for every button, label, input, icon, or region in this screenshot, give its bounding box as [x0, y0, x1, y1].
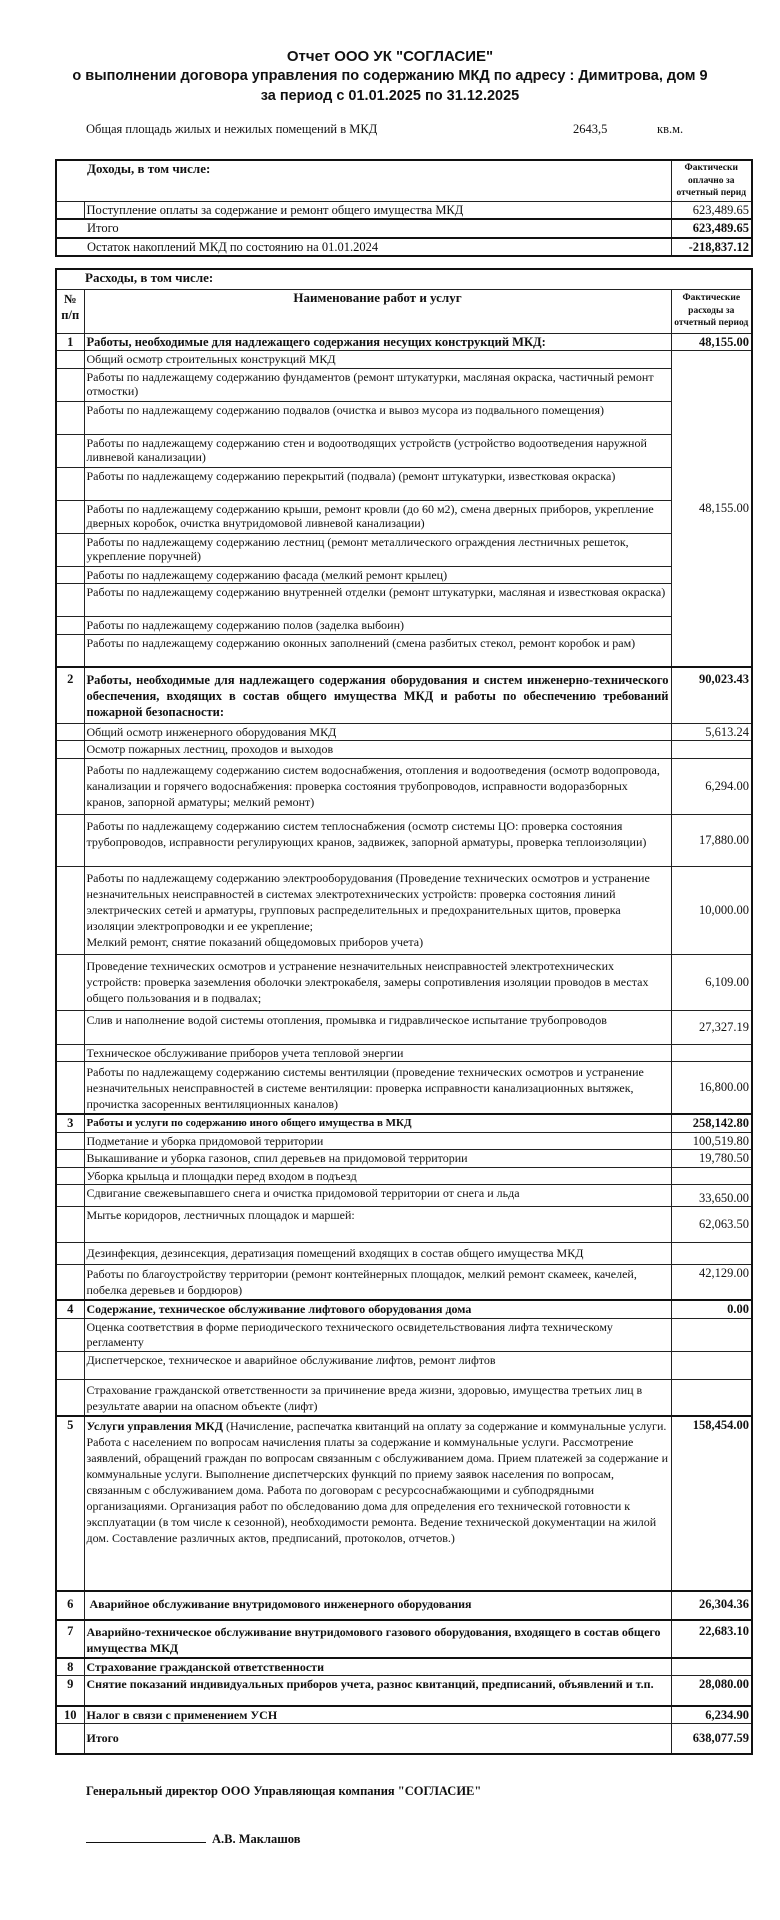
row-number-cell [56, 741, 84, 759]
row-number-cell [56, 1150, 84, 1168]
area-label: Общая площадь жилых и нежилых помещений в МКД [86, 122, 378, 136]
row-number-cell [56, 634, 84, 667]
section-value: 28,080.00 [671, 1676, 752, 1706]
row-number-cell [56, 467, 84, 500]
section-row [56, 1620, 752, 1658]
section-row [56, 1416, 752, 1591]
row-number-cell [56, 1318, 84, 1351]
item-value: 17,880.00 [671, 814, 752, 866]
item-value: 10,000.00 [671, 866, 752, 954]
row-number-cell [56, 617, 84, 635]
income-row-spacer [56, 201, 84, 219]
signature-line [86, 1832, 206, 1843]
row-number-cell [56, 1207, 84, 1243]
expenses-table [55, 268, 753, 1755]
item-value [671, 1167, 752, 1185]
column-header-number: № п/п [56, 289, 84, 333]
section-value: 48,155.00 [671, 333, 752, 351]
list-item: Подметание и уборка придомовой территории [84, 1132, 671, 1150]
income-row-label: Поступление оплаты за содержание и ремонт общего имущества МКД [84, 201, 671, 219]
item-value: 27,327.19 [671, 1010, 752, 1044]
section-value: 22,683.10 [671, 1620, 752, 1658]
section-title: Налог в связи с применением УСН [84, 1706, 671, 1724]
section-number: 4 [56, 1300, 84, 1318]
row-number-cell [56, 814, 84, 866]
signature-block [86, 1832, 301, 1847]
expenses-total-label: Итого [84, 1724, 671, 1754]
report-subtitle: о выполнении договора управления по содержанию МКД по адресу : Димитрова, дом 9 [72, 68, 708, 84]
row-number-cell [56, 1724, 84, 1754]
section-row [56, 1591, 752, 1620]
list-item: Работы по надлежащему содержанию лестниц (ремонт металлического ограждения лестничных решеток, укрепление поручней) [84, 533, 671, 566]
list-item: Работы по надлежащему содержанию систем теплоснабжения (осмотр системы ЦО: проверка состояния трубопроводов, исправности регулирующих кранов, задвижек, запорной арматуры, проверка теплоизоляции) [84, 814, 671, 866]
section-description-text: (Начисление, распечатка квитанций на оплату за содержание и коммунальные услуги. Работа с населением по вопросам начисления платы за содержание и коммунальные услуги. Рассмотрение заявлений, обращений граждан по вопросам связанным с обслуживанием дома. Прием платежей за содержание и коммунальные услуги. Выполнение диспетчерских функций по приему заявок населения по вопросам, связанным с обслуживанием дома. Работа по договорам с ресурсоснабжающими и субподрядными организациями. Организация работ по обследованию дома для определения его технической готовности к эксплуатации (в том числе к сезонной), необходимости ремонта. Ведение технической документации на жилой дом. Составление различных актов, предписаний, протоколов, отчетов.) [86, 1418, 669, 1545]
section-row [56, 1300, 752, 1318]
section-row [56, 1676, 752, 1706]
row-number-cell [56, 351, 84, 369]
row-number-cell [56, 723, 84, 741]
list-item: Работы по надлежащему содержанию фундаментов (ремонт штукатурки, масляная окраска, частичный ремонт отмостки) [84, 368, 671, 401]
section-row [56, 667, 752, 723]
row-number-cell [56, 1379, 84, 1416]
list-item: Работы по надлежащему содержанию системы вентиляции (проведение технических осмотров и устранение незначительных неисправностей в системе вентиляции: проверка исправности канализационных вытяжек, прочистка засоренных вентиляционных каналов) [84, 1062, 671, 1115]
item-value: 6,109.00 [671, 954, 752, 1010]
report-title: Отчет ООО УК "СОГЛАСИЕ" [286, 48, 494, 65]
list-item: Проведение технических осмотров и устранение незначительных неисправностей электротехнических устройств: проверка заземления оболочки электрокабеля, замеры сопротивления изоляции проводов в местах общего пользования и в подвалах; [84, 954, 671, 1010]
area-value: 2643,5 [573, 122, 608, 136]
item-value [671, 1318, 752, 1351]
row-number-cell [56, 566, 84, 584]
row-number-cell [56, 758, 84, 814]
item-value [671, 1379, 752, 1416]
section-1-merged-value: 48,155.00 [671, 351, 752, 668]
row-number-cell [56, 533, 84, 566]
item-value: 16,800.00 [671, 1062, 752, 1115]
list-item: Техническое обслуживание приборов учета тепловой энергии [84, 1044, 671, 1062]
section-value: 0.00 [671, 1300, 752, 1318]
row-number-cell [56, 500, 84, 533]
list-item: Работы по надлежащему содержанию стен и водоотводящих устройств (устройство водоотведения наружной ливневой канализации) [84, 434, 671, 467]
list-item: Оценка соответствия в форме периодического технического освидетельствования лифта техническому регламенту [84, 1318, 671, 1351]
section-title: Содержание, техническое обслуживание лифтового оборудования дома [84, 1300, 671, 1318]
item-value [671, 1351, 752, 1379]
section-title: Страхование гражданской ответственности [84, 1658, 671, 1676]
item-value: 6,294.00 [671, 758, 752, 814]
item-value [671, 1243, 752, 1265]
section-row [56, 1114, 752, 1132]
section-number: 5 [56, 1416, 84, 1591]
section-row [56, 333, 752, 351]
section-number: 2 [56, 667, 84, 723]
section-number: 7 [56, 1620, 84, 1658]
row-number-cell [56, 401, 84, 434]
item-value [671, 1044, 752, 1062]
list-item: Слив и наполнение водой системы отопления, промывка и гидравлическое испытание трубопроводов [84, 1010, 671, 1044]
signatory-name: А.В. Маклашов [212, 1832, 301, 1846]
list-item: Уборка крыльца и площадки перед входом в подъезд [84, 1167, 671, 1185]
signatory-position: Генеральный директор ООО Управляющая компания "СОГЛАСИЕ" [86, 1784, 482, 1798]
list-item: Работы по надлежащему содержанию подвалов (очистка и вывоз мусора из подвального помещения) [84, 401, 671, 434]
section-title: Аварийное обслуживание внутридомового инженерного оборудования [84, 1591, 671, 1620]
section-number: 9 [56, 1676, 84, 1706]
row-number-cell [56, 1132, 84, 1150]
item-value: 62,063.50 [671, 1207, 752, 1243]
section-number: 8 [56, 1658, 84, 1676]
row-number-cell [56, 1351, 84, 1379]
section-row [56, 1658, 752, 1676]
list-item: Работы по надлежащему содержанию фасада (мелкий ремонт крылец) [84, 566, 671, 584]
income-row-value: 623,489.65 [671, 201, 752, 219]
list-item: Работы по надлежащему содержанию систем водоснабжения, отопления и водоотведения (осмотр водопровода, канализации и горячего водоснабжения: проверка состояния трубопроводов, исправности водоразборных кранов, запорной арматуры; мелкий ремонт) [84, 758, 671, 814]
total-row [56, 1724, 752, 1754]
income-total-value: 623,489.65 [671, 219, 752, 238]
income-balance-label: Остаток накоплений МКД по состоянию на 01.01.2024 [56, 238, 671, 257]
section-title: Работы и услуги по содержанию иного общего имущества в МКД [84, 1114, 671, 1132]
row-number-cell [56, 1265, 84, 1301]
list-item: Работы по надлежащему содержанию перекрытий (подвала) (ремонт штукатурки, известковая окраска) [84, 467, 671, 500]
list-item: Выкашивание и уборка газонов, спил деревьев на придомовой территории [84, 1150, 671, 1168]
item-value: 33,650.00 [671, 1185, 752, 1207]
item-value [671, 741, 752, 759]
report-period: за период с 01.01.2025 по 31.12.2025 [260, 88, 520, 104]
list-item: Мытье коридоров, лестничных площадок и маршей: [84, 1207, 671, 1243]
list-item-text: Работы по надлежащему содержанию электрооборудования (Проведение технических осмотров и устранение незначительных неисправностей в системах электротехнических устройств: проверка состояния линий электрических сетей и арматуры, групповых распределительных и предохранительных щитов, проверка изоляции электропроводки и ее укрепление; [86, 870, 650, 933]
list-item: Работы по благоустройству территории (ремонт контейнерных площадок, мелкий ремонт скамеек, качелей, побелка деревьев и бордюров) [84, 1265, 671, 1301]
item-value: 19,780.50 [671, 1150, 752, 1168]
section-number: 1 [56, 333, 84, 351]
row-number-cell [56, 584, 84, 617]
list-item: Общий осмотр инженерного оборудования МКД [84, 723, 671, 741]
list-item: Работы по надлежащему содержанию оконных заполнений (смена разбитых стекол, ремонт коробок и рам) [84, 634, 671, 667]
list-item: Страхование гражданской ответственности за причинение вреда жизни, здоровью, имущества третьих лиц в результате аварии на опасном объекте (лифт) [84, 1379, 671, 1416]
list-item: Работы по надлежащему содержанию внутренней отделки (ремонт штукатурки, масляная и известковая окраска) [84, 584, 671, 617]
income-title: Доходы, в том числе: [56, 160, 671, 201]
list-item: Диспетчерское, техническое и аварийное обслуживание лифтов, ремонт лифтов [84, 1351, 671, 1379]
section-value: 258,142.80 [671, 1114, 752, 1132]
row-number-cell [56, 368, 84, 401]
list-item: Осмотр пожарных лестниц, проходов и выходов [84, 741, 671, 759]
income-balance-value: -218,837.12 [671, 238, 752, 257]
expenses-title: Расходы, в том числе: [56, 269, 752, 289]
section-title: Снятие показаний индивидуальных приборов учета, разнос квитанций, предписаний, объявлений и т.п. [84, 1676, 671, 1706]
area-unit: кв.м. [657, 122, 684, 136]
section-number: 10 [56, 1706, 84, 1724]
row-number-cell [56, 1243, 84, 1265]
section-title: Аварийно-техническое обслуживание внутридомового газового оборудования, входящего в состав общего имущества МКД [84, 1620, 671, 1658]
row-number-cell [56, 1010, 84, 1044]
section-value: 158,454.00 [671, 1416, 752, 1591]
section-number: 6 [56, 1591, 84, 1620]
income-total-label: Итого [56, 219, 671, 238]
section-title: Работы, необходимые для надлежащего содержания несущих конструкций МКД: [84, 333, 671, 351]
list-item: Работы по надлежащему содержанию полов (заделка выбоин) [84, 617, 671, 635]
list-item [84, 866, 671, 954]
list-item: Общий осмотр строительных конструкций МКД [84, 351, 671, 369]
column-header-value: Фактические расходы за отчетный период [671, 289, 752, 333]
row-number-cell [56, 1185, 84, 1207]
section-description [84, 1416, 671, 1591]
section-number: 3 [56, 1114, 84, 1132]
list-item: Работы по надлежащему содержанию крыши, ремонт кровли (до 60 м2), смена дверных приборов, укрепление дверных коробок, очистка внутридомовой ливневой канализации) [84, 500, 671, 533]
item-value: 42,129.00 [671, 1265, 752, 1301]
section-row [56, 1706, 752, 1724]
income-column-header: Фактически оплачно за отчетный перид [671, 160, 752, 201]
row-number-cell [56, 434, 84, 467]
section-title: Работы, необходимые для надлежащего содержания оборудования и систем инженерно-технического обеспечения, входящих в состав общего имущества МКД и работы по обеспечению требований пожарной безопасности: [84, 667, 671, 723]
row-number-cell [56, 954, 84, 1010]
section-value: 6,234.90 [671, 1706, 752, 1724]
section-value: 90,023.43 [671, 667, 752, 723]
row-number-cell [56, 1062, 84, 1115]
section-value [671, 1658, 752, 1676]
section-value: 26,304.36 [671, 1591, 752, 1620]
income-table [55, 159, 753, 257]
row-number-cell [56, 1167, 84, 1185]
expenses-total-value: 638,077.59 [671, 1724, 752, 1754]
item-value: 100,519.80 [671, 1132, 752, 1150]
list-item-text-line2: Мелкий ремонт, снятие показаний общедомовых приборов учета) [86, 934, 424, 949]
column-header-name: Наименование работ и услуг [84, 289, 671, 333]
list-item: Сдвигание свежевыпавшего снега и очистка придомовой территории от снега и льда [84, 1185, 671, 1207]
row-number-cell [56, 866, 84, 954]
row-number-cell [56, 1044, 84, 1062]
list-item: Дезинфекция, дезинсекция, дератизация помещений входящих в состав общего имущества МКД [84, 1243, 671, 1265]
section-title: Услуги управления МКД [86, 1418, 224, 1433]
item-value: 5,613.24 [671, 723, 752, 741]
